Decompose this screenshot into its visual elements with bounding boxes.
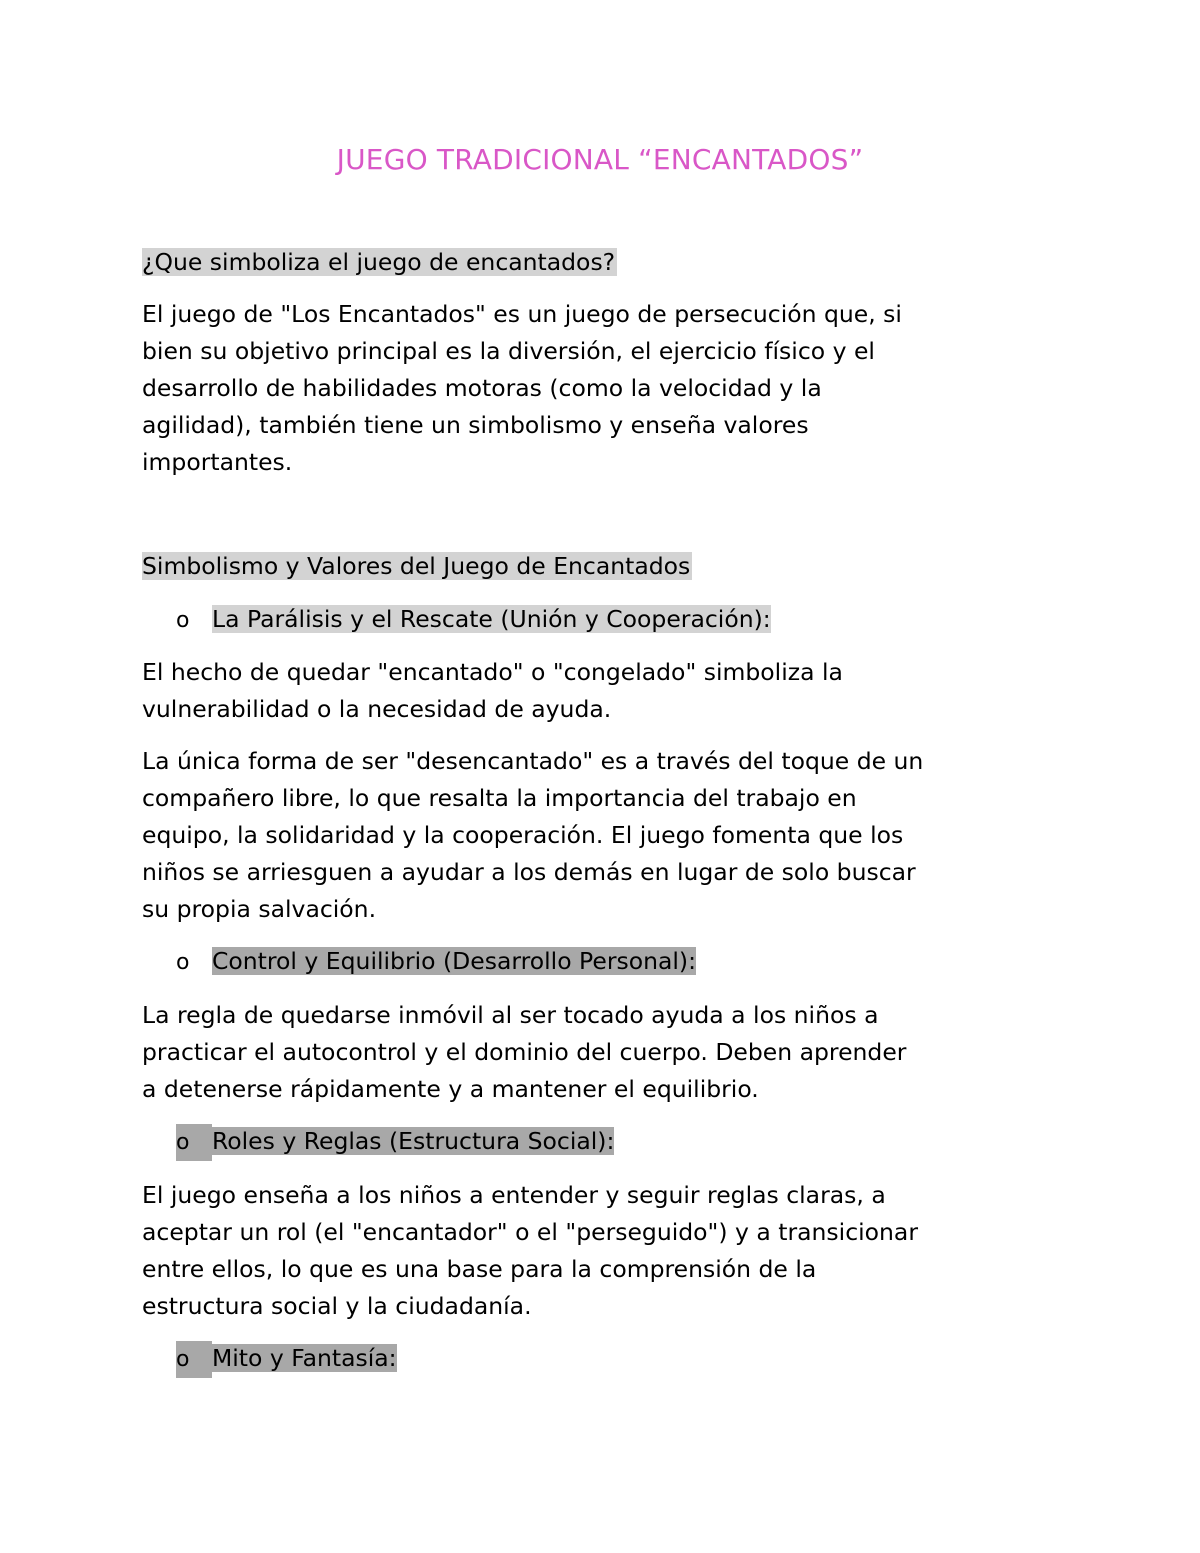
- paragraph-line: su propia salvación.: [142, 895, 377, 923]
- paragraph-line: entre ellos, lo que es una base para la comprensión de la: [142, 1255, 817, 1283]
- paragraph-line: equipo, la solidaridad y la cooperación. El juego fomenta que los: [142, 821, 904, 849]
- bullet-item: [176, 1123, 614, 1160]
- body-paragraph: [142, 1177, 1062, 1325]
- paragraph-line: estructura social y la ciudadanía.: [142, 1292, 532, 1320]
- bullet-item: [176, 1340, 397, 1377]
- intro-line: agilidad), también tiene un simbolismo y enseña valores: [142, 411, 809, 439]
- body-paragraph: [142, 743, 1062, 928]
- paragraph-line: aceptar un rol (el "encantador" o el "perseguido") y a transicionar: [142, 1218, 918, 1246]
- paragraph-line: El hecho de quedar "encantado" o "congelado" simboliza la: [142, 658, 843, 686]
- bullet-label: La Parálisis y el Rescate (Unión y Cooperación):: [212, 605, 771, 633]
- section-heading: [142, 548, 1062, 585]
- paragraph-line: El juego enseña a los niños a entender y seguir reglas claras, a: [142, 1181, 886, 1209]
- intro-paragraph: [142, 296, 1062, 481]
- body-paragraph: [142, 997, 1062, 1108]
- paragraph-line: compañero libre, lo que resalta la importancia del trabajo en: [142, 784, 857, 812]
- bullet-circle-icon: o: [176, 608, 190, 633]
- bullet-label: Mito y Fantasía:: [212, 1344, 397, 1372]
- question-heading: [142, 244, 1062, 281]
- intro-line: bien su objetivo principal es la diversión, el ejercicio físico y el: [142, 337, 875, 365]
- bullet-item: [176, 601, 771, 638]
- document-title: JUEGO TRADICIONAL “ENCANTADOS”: [336, 143, 864, 176]
- bullet-label: Roles y Reglas (Estructura Social):: [212, 1127, 615, 1155]
- paragraph-line: a detenerse rápidamente y a mantener el equilibrio.: [142, 1075, 759, 1103]
- bullet-label: Control y Equilibrio (Desarrollo Personal):: [212, 947, 697, 975]
- intro-line: importantes.: [142, 448, 293, 476]
- paragraph-line: La única forma de ser "desencantado" es a través del toque de un: [142, 747, 924, 775]
- bullet-item: [176, 943, 696, 980]
- bullet-circle-icon: o: [176, 950, 190, 975]
- bullet-circle-icon: o: [176, 1124, 212, 1161]
- paragraph-line: niños se arriesguen a ayudar a los demás en lugar de solo buscar: [142, 858, 916, 886]
- intro-line: desarrollo de habilidades motoras (como la velocidad y la: [142, 374, 822, 402]
- question-heading-text: ¿Que simboliza el juego de encantados?: [142, 248, 616, 276]
- intro-line: El juego de "Los Encantados" es un juego de persecución que, si: [142, 300, 902, 328]
- section-heading-text: Simbolismo y Valores del Juego de Encantados: [142, 552, 691, 580]
- paragraph-line: practicar el autocontrol y el dominio del cuerpo. Deben aprender: [142, 1038, 907, 1066]
- body-paragraph: [142, 654, 1062, 728]
- paragraph-line: La regla de quedarse inmóvil al ser tocado ayuda a los niños a: [142, 1001, 879, 1029]
- paragraph-line: vulnerabilidad o la necesidad de ayuda.: [142, 695, 612, 723]
- bullet-circle-icon: o: [176, 1341, 212, 1378]
